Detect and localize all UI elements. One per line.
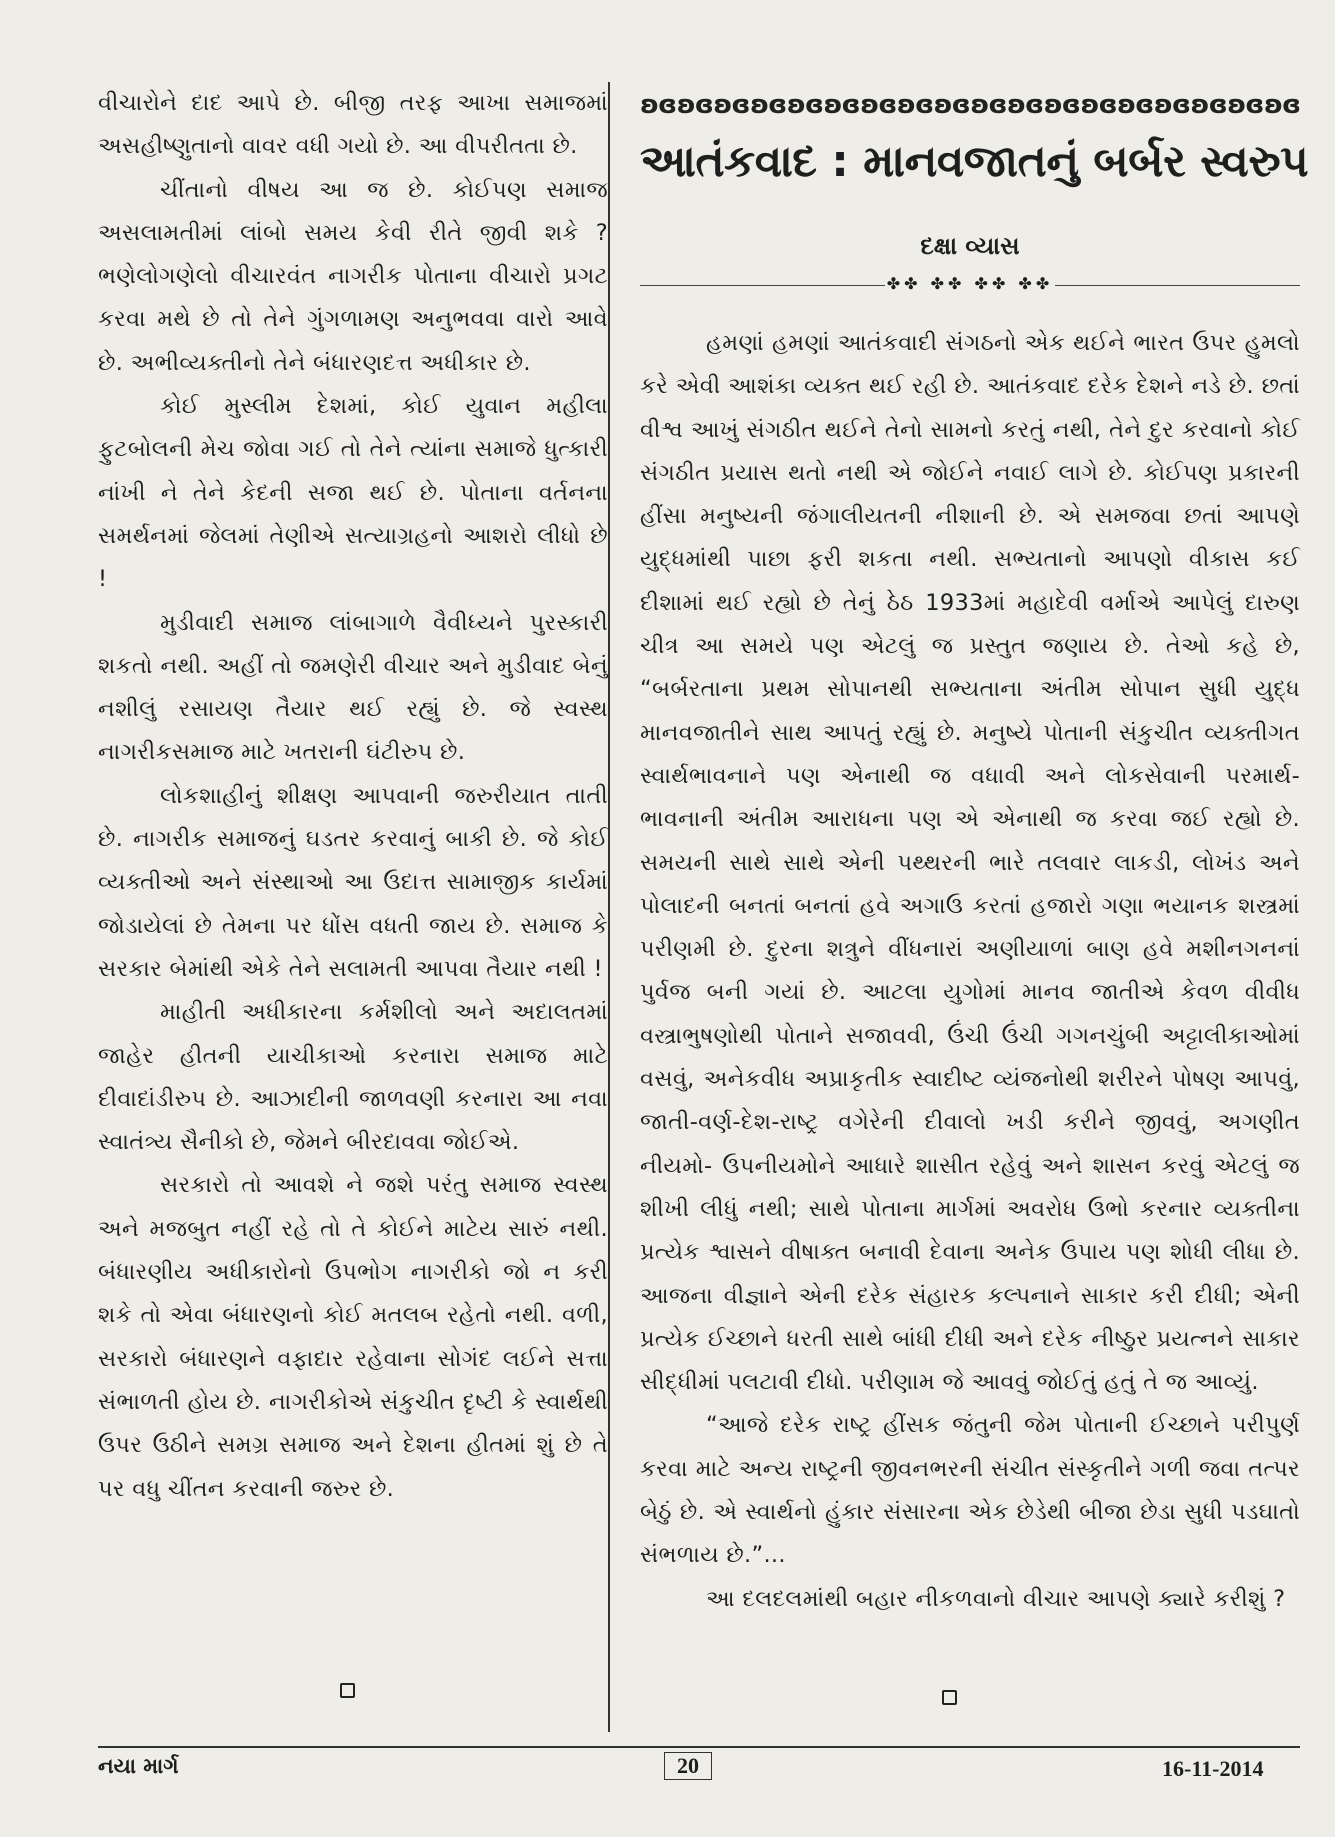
ornament-glyphs: ✤✤ ✤✤ ✤✤ ✤✤ — [886, 274, 1054, 293]
left-paragraph: મુડીવાદી સમાજ લાંબાગાળે વૈવીધ્યને પુરસ્કારી શકતો નથી. અહીં તો જમણેરી વીચાર અને મુડીવાદ બેનું નશીલું રસાયણ તૈયાર થઈ રહ્યું છે. જે સ્વસ્થ નાગરીકસમાજ માટે ખતરાની ઘંટીરુપ છે. — [98, 609, 608, 766]
right-column — [640, 88, 1309, 1621]
left-paragraph: સરકારો તો આવશે ને જશે પરંતુ સમાજ સ્વસ્થ અને મજબુત નહીં રહે તો તે કોઈને માટેય સારું નથી. બંધારણીય અધીકારોનો ઉપભોગ નાગરીકો જો ન કરી શકે તો એવા બંધારણનો કોઈ મતલબ રહેતો નથી. વળી, સરકારો બંધારણને વફાદાર રહેવાના સોગંદ લઈને સત્તા સંભાળતી હોય છે. નાગરીકોએ સંકુચીત દૃષ્ટી કે સ્વાર્થથી ઉપર ઉઠીને સમગ્ર સમાજ અને દેશના હીતમાં શું છે તે પર વધુ ચીંતન કરવાની જરુર છે. — [98, 1172, 608, 1502]
left-paragraph: કોઈ મુસ્લીમ દેશમાં, કોઈ યુવાન મહીલા ફુટબોલની મેચ જોવા ગઈ તો તેને ત્યાંના સમાજે ધુત્કારી નાંખી ને તેને કેદની સજા થઈ છે. પોતાના વર્તનના સમર્થનમાં જેલમાં તેણીએ સત્યાગ્રહનો આશરો લીધો છે ! — [98, 393, 608, 593]
left-column — [98, 82, 608, 1511]
border-ornament: ʚɞ — [1263, 90, 1300, 120]
article-closing: આ દલદલમાંથી બહાર નીકળવાનો વીચાર આપણે ક્યારે કરીશું ? — [706, 1585, 1286, 1612]
border-ornament: ʚɞ — [713, 90, 750, 120]
border-ornament: ʚɞ — [970, 90, 1007, 120]
border-ornament: ʚɞ — [823, 90, 860, 120]
page-number: 20 — [664, 1752, 712, 1780]
issue-date: 16-11-2014 — [1162, 1756, 1264, 1781]
left-paragraph: વીચારોને દાદ આપે છે. બીજી તરફ આખા સમાજમાં અસહીષ્ણુતાનો વાવર વધી ગયો છે. આ વીપરીતતા છે. — [98, 90, 608, 160]
left-paragraph: માહીતી અધીકારના કર્મશીલો અને અદાલતમાં જાહેર હીતની યાચીકાઓ કરનારા સમાજ માટે દીવાદાંડીરુપ છે. આઝાદીની જાળવણી કરનારા આ નવા સ્વાતંત્ર્ય સૈનીકો છે, જેમને બીરદાવવા જોઈએ. — [98, 999, 608, 1156]
border-ornament: ʚɞ — [1190, 90, 1227, 120]
end-of-article-mark — [340, 1683, 355, 1698]
border-ornament: ʚɞ — [1153, 90, 1190, 120]
left-paragraph: લોકશાહીનું શીક્ષણ આપવાની જરુરીયાત તાતી છે. નાગરીક સમાજનું ઘડતર કરવાનું બાકી છે. જે કોઈ વ્યક્તીઓ અને સંસ્થાઓ આ ઉદાત્ત સામાજીક કાર્યમાં જોડાયેલાં છે તેમના પર ધોંસ વધતી જાય છે. સમાજ કે સરકાર બેમાંથી એકે તેને સલામતી આપવા તૈયાર નથી ! — [98, 782, 608, 982]
article-quote: “આજે દરેક રાષ્ટ્ર હીંસક જંતુની જેમ પોતાની ઈચ્છાને પરીપુર્ણ કરવા માટે અન્ય રાષ્ટ્રની જીવનભરની સંચીત સંસ્કૃતીને ગળી જવા તત્પર બેઠું છે. એ સ્વાર્થનો હુંકાર સંસારના એક છેડેથી બીજા છેડા સુધી પડઘાતો સંભળાય છે.”... — [640, 1412, 1300, 1569]
border-ornament: ʚɞ — [750, 90, 787, 120]
border-ornament: ʚɞ — [1007, 90, 1044, 120]
end-of-article-mark — [942, 1690, 957, 1705]
article-title: આતંકવાદ : માનવજાતનું બર્બર સ્વરુપ — [640, 136, 1309, 187]
author-separator — [640, 274, 1300, 296]
border-ornament: ʚɞ — [640, 90, 677, 120]
column-divider — [608, 82, 610, 1732]
footer-rule — [98, 1746, 1300, 1748]
separator-ornament — [640, 274, 1300, 293]
article-author: દક્ષા વ્યાસ — [920, 232, 1020, 260]
decorative-border — [640, 88, 1300, 122]
border-ornament: ʚɞ — [1227, 90, 1264, 120]
border-ornament: ʚɞ — [676, 90, 713, 120]
border-ornament: ʚɞ — [860, 90, 897, 120]
article-paragraph: હમણાં હમણાં આતંકવાદી સંગઠનો એક થઈને ભારત ઉપર હુમલો કરે એવી આશંકા વ્યક્ત થઈ રહી છે. આતંકવાદ દરેક દેશને નડે છે. છતાં વીશ્વ આખું સંગઠીત થઈને તેનો સામનો કરતું નથી, તેને દુર કરવાનો કોઈ સંગઠીત પ્રયાસ થતો નથી એ જોઈને નવાઈ લાગે છે. કોઈપણ પ્રકારની હીંસા મનુષ્યની જંગાલીયતની નીશાની છે. એ સમજવા છતાં આપણે યુદ્ધમાંથી પાછા ફરી શકતા નથી. સભ્યતાનો આપણો વીકાસ કઈ દીશામાં થઈ રહ્યો છે તેનું ઠેઠ 1933માં મહાદેવી વર્માએ આપેલું દારુણ ચીત્ર આ સમયે પણ એટલું જ પ્રસ્તુત જણાય છે. તેઓ કહે છે, “બર્બરતાના પ્રથમ સોપાનથી સભ્યતાના અંતીમ સોપાન સુધી યુદ્ધ માનવજાતીને સાથ આપતું રહ્યું છે. મનુષ્યે પોતાની સંકુચીત વ્યક્તીગત સ્વાર્થભાવનાને પણ એનાથી જ વધાવી અને લોકસેવાની પરમાર્થ-ભાવનાની અંતીમ આરાધના પણ એ એનાથી જ કરવા જઈ રહ્યો છે. સમયની સાથે સાથે એની પથ્થરની ભારે તલવાર લાકડી, લોખંડ અને પોલાદની બનતાં બનતાં હવે અગાઉ કરતાં હજારો ગણા ભયાનક શસ્ત્રમાં પરીણમી છે. દુરના શત્રુને વીંધનારાં અણીયાળાં બાણ હવે મશીનગનનાં પુર્વજ બની ગયાં છે. આટલા યુગોમાં માનવ જાતીએ કેવળ વીવીધ વસ્ત્રાભુષણોથી પોતાને સજાવવી, ઉંચી ઉંચી ગગનચુંબી અટ્ટાલીકાઓમાં વસવું, અનેકવીધ અપ્રાકૃતીક સ્વાદીષ્ટ વ્યંજનોથી શરીરને પોષણ આપવું, જાતી-વર્ણ-દેશ-રાષ્ટ્ર વગેરેની દીવાલો ખડી કરીને જીવવું, અગણીત નીયમો- ઉપનીયમોને આધારે શાસીત રહેવું અને શાસન કરવું એટલું જ શીખી લીધું નથી; સાથે પોતાના માર્ગમાં અવરોધ ઉભો કરનાર વ્યક્તીના પ્રત્યેક શ્વાસને વીષાક્ત બનાવી દેવાના અનેક ઉપાય પણ શોધી લીધા છે. આજના વીજ્ઞાને એની દરેક સંહારક કલ્પનાને સાકાર કરી દીધી; એની પ્રત્યેક ઈચ્છાને ધરતી સાથે બાંધી દીધી અને દરેક નીષ્ઠુર પ્રયત્નને સાકાર સીદ્ધીમાં પલટાવી દીધો. પરીણામ જે આવવું જોઈતું હતું તે જ આવ્યું. — [640, 330, 1300, 1396]
left-paragraph: ચીંતાનો વીષય આ જ છે. કોઈપણ સમાજ અસલામતીમાં લાંબો સમય કેવી રીતે જીવી શકે ? ભણેલોગણેલો વીચારવંત નાગરીક પોતાના વીચારો પ્રગટ કરવા મથે છે તો તેને ગુંગળામણ અનુભવવા વારો આવે છે. અભીવ્યક્તીનો તેને બંધારણદત્ત અધીકાર છે. — [98, 176, 608, 376]
border-ornament: ʚɞ — [1080, 90, 1117, 120]
border-ornament: ʚɞ — [896, 90, 933, 120]
border-ornament: ʚɞ — [1117, 90, 1154, 120]
border-ornament: ʚɞ — [933, 90, 970, 120]
border-ornament: ʚɞ — [1043, 90, 1080, 120]
magazine-name: નયા માર્ગ — [98, 1754, 179, 1778]
border-ornament: ʚɞ — [786, 90, 823, 120]
